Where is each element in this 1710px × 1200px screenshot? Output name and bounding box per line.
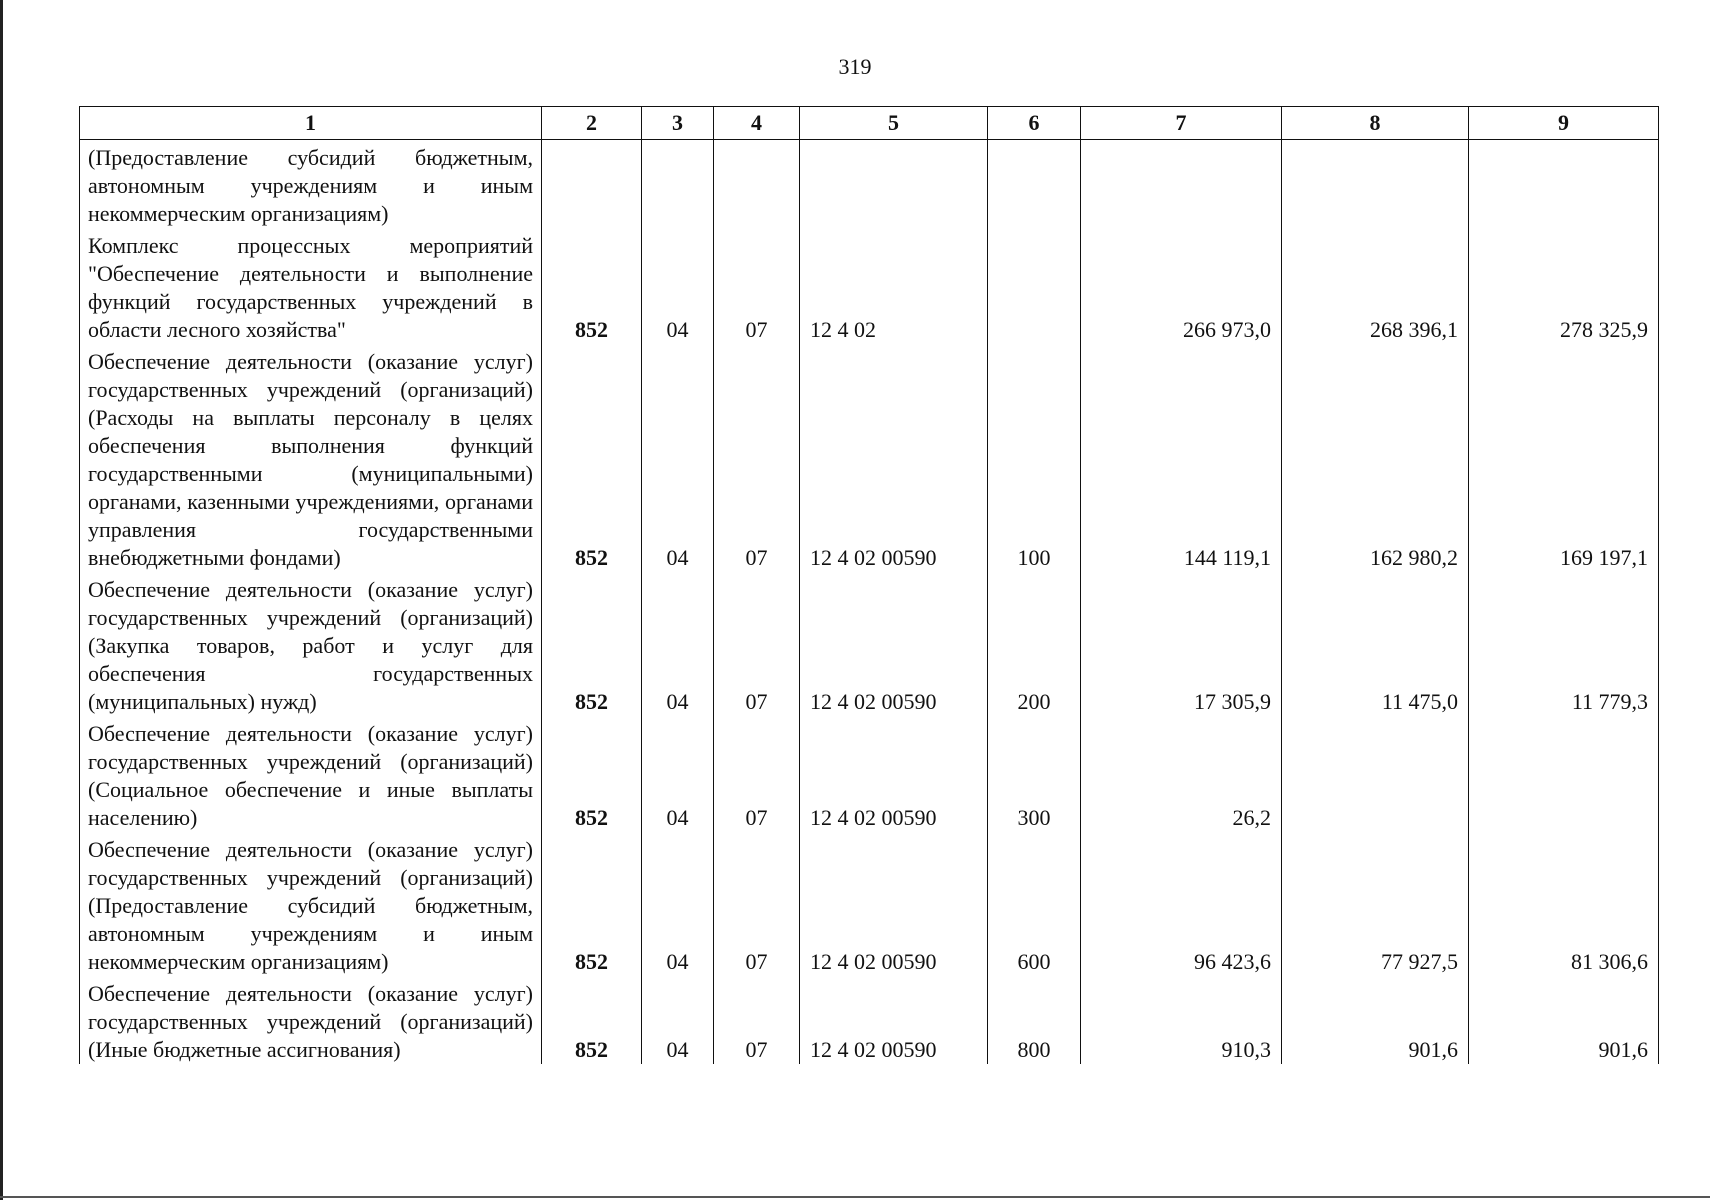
budget-table xyxy=(79,106,1659,1064)
table-header-row xyxy=(80,107,1659,140)
cell-amount-col8: 162 980,2 xyxy=(1282,344,1469,572)
table-row xyxy=(80,716,1659,832)
scan-left-edge xyxy=(0,0,3,1200)
cell-ministry-code: 852 xyxy=(542,572,642,716)
row-description: Обеспечение деятельности (оказание услуг) государственных учреждений (организаций) (Предоставление субсидий бюджетным, автономным учреждениям и иным некоммерческим организациям) xyxy=(80,832,542,976)
cell-target-article: 12 4 02 00590 xyxy=(800,832,988,976)
row-description: (Предоставление субсидий бюджетным, автономным учреждениям и иным некоммерческим организациям) xyxy=(80,140,542,229)
cell-amount-col8: 901,6 xyxy=(1282,976,1469,1064)
cell-amount-col9: 81 306,6 xyxy=(1469,832,1659,976)
cell-subsection: 07 xyxy=(714,572,800,716)
row-description: Обеспечение деятельности (оказание услуг) государственных учреждений (организаций) (Расходы на выплаты персоналу в целях обеспечения выполнения функций государственными (муниципальными) органами, казенными учреждениями, органами управления государственными внебюджетными фондами) xyxy=(80,344,542,572)
table-row xyxy=(80,832,1659,976)
cell-amount-col7: 96 423,6 xyxy=(1081,832,1282,976)
header-col-7: 7 xyxy=(1081,107,1282,140)
cell-expense-type: 100 xyxy=(988,344,1081,572)
cell-expense-type: 200 xyxy=(988,572,1081,716)
cell-amount-col9 xyxy=(1469,140,1659,229)
header-col-9: 9 xyxy=(1469,107,1659,140)
cell-expense-type xyxy=(988,140,1081,229)
row-description: Обеспечение деятельности (оказание услуг) государственных учреждений (организаций) (Закупка товаров, работ и услуг для обеспечения государственных (муниципальных) нужд) xyxy=(80,572,542,716)
cell-expense-type xyxy=(988,228,1081,344)
cell-target-article xyxy=(800,140,988,229)
cell-amount-col7 xyxy=(1081,140,1282,229)
cell-section: 04 xyxy=(642,976,714,1064)
cell-amount-col9: 11 779,3 xyxy=(1469,572,1659,716)
cell-target-article: 12 4 02 00590 xyxy=(800,344,988,572)
cell-section xyxy=(642,140,714,229)
cell-subsection: 07 xyxy=(714,976,800,1064)
page-number: 319 xyxy=(838,54,872,79)
header-col-5: 5 xyxy=(800,107,988,140)
cell-expense-type: 800 xyxy=(988,976,1081,1064)
cell-ministry-code: 852 xyxy=(542,228,642,344)
cell-section: 04 xyxy=(642,344,714,572)
cell-target-article: 12 4 02 00590 xyxy=(800,572,988,716)
cell-amount-col7: 910,3 xyxy=(1081,976,1282,1064)
cell-section: 04 xyxy=(642,228,714,344)
cell-ministry-code: 852 xyxy=(542,832,642,976)
cell-section: 04 xyxy=(642,572,714,716)
cell-amount-col9: 169 197,1 xyxy=(1469,344,1659,572)
cell-amount-col9: 901,6 xyxy=(1469,976,1659,1064)
cell-ministry-code: 852 xyxy=(542,976,642,1064)
cell-subsection xyxy=(714,140,800,229)
cell-ministry-code: 852 xyxy=(542,716,642,832)
cell-ministry-code: 852 xyxy=(542,344,642,572)
cell-amount-col8: 77 927,5 xyxy=(1282,832,1469,976)
cell-ministry-code xyxy=(542,140,642,229)
cell-amount-col9: 278 325,9 xyxy=(1469,228,1659,344)
cell-expense-type: 300 xyxy=(988,716,1081,832)
header-col-2: 2 xyxy=(542,107,642,140)
table-row xyxy=(80,976,1659,1064)
header-col-6: 6 xyxy=(988,107,1081,140)
cell-amount-col8 xyxy=(1282,140,1469,229)
table-row xyxy=(80,572,1659,716)
cell-subsection: 07 xyxy=(714,228,800,344)
scan-bottom-rule xyxy=(0,1196,1710,1198)
table-row xyxy=(80,228,1659,344)
header-col-4: 4 xyxy=(714,107,800,140)
table-row xyxy=(80,344,1659,572)
cell-amount-col7: 26,2 xyxy=(1081,716,1282,832)
cell-amount-col9 xyxy=(1469,716,1659,832)
row-description: Комплекс процессных мероприятий "Обеспечение деятельности и выполнение функций государственных учреждений в области лесного хозяйства" xyxy=(80,228,542,344)
cell-target-article: 12 4 02 00590 xyxy=(800,976,988,1064)
cell-target-article: 12 4 02 xyxy=(800,228,988,344)
cell-amount-col7: 266 973,0 xyxy=(1081,228,1282,344)
table-row xyxy=(80,140,1659,229)
header-col-1: 1 xyxy=(80,107,542,140)
cell-subsection: 07 xyxy=(714,344,800,572)
row-description: Обеспечение деятельности (оказание услуг) государственных учреждений (организаций) (Иные бюджетные ассигнования) xyxy=(80,976,542,1064)
cell-target-article: 12 4 02 00590 xyxy=(800,716,988,832)
cell-amount-col8 xyxy=(1282,716,1469,832)
cell-amount-col8: 268 396,1 xyxy=(1282,228,1469,344)
cell-subsection: 07 xyxy=(714,832,800,976)
cell-amount-col8: 11 475,0 xyxy=(1282,572,1469,716)
cell-section: 04 xyxy=(642,832,714,976)
header-col-8: 8 xyxy=(1282,107,1469,140)
cell-amount-col7: 17 305,9 xyxy=(1081,572,1282,716)
cell-expense-type: 600 xyxy=(988,832,1081,976)
cell-amount-col7: 144 119,1 xyxy=(1081,344,1282,572)
cell-section: 04 xyxy=(642,716,714,832)
header-col-3: 3 xyxy=(642,107,714,140)
cell-subsection: 07 xyxy=(714,716,800,832)
row-description: Обеспечение деятельности (оказание услуг) государственных учреждений (организаций) (Социальное обеспечение и иные выплаты населению) xyxy=(80,716,542,832)
